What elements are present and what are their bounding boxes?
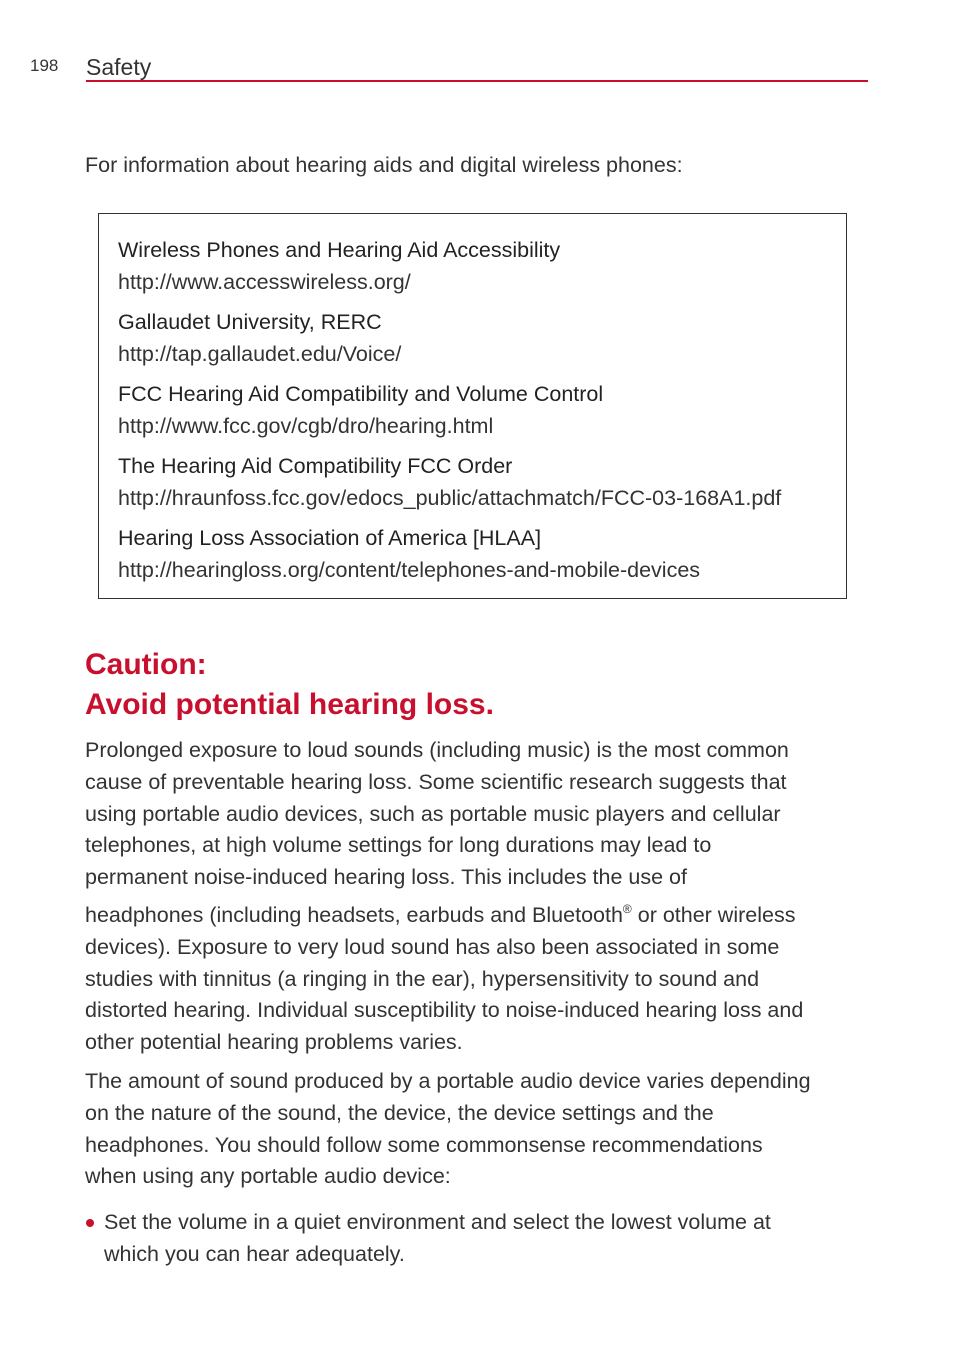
paragraph-line: on the nature of the sound, the device, the device settings and the — [85, 1100, 714, 1125]
paragraph-line: The amount of sound produced by a portable audio device varies depending — [85, 1069, 811, 1093]
resource-url[interactable]: http://hearingloss.org/content/telephones-and-mobile-devices — [118, 558, 701, 582]
resource-box — [98, 213, 847, 599]
resource-item — [118, 522, 846, 586]
paragraph-line: Prolonged exposure to loud sounds (including music) is the most common — [85, 738, 789, 762]
list-item-line: Set the volume in a quiet environment and select the lowest volume at — [104, 1210, 771, 1234]
paragraph-line: other potential hearing problems varies. — [85, 1030, 463, 1055]
paragraph-line: studies with tinnitus (a ringing in the ear), hypersensitivity to sound and — [85, 966, 760, 991]
resource-title: The Hearing Aid Compatibility FCC Order — [118, 454, 513, 478]
resource-title: Wireless Phones and Hearing Aid Accessibility — [118, 238, 561, 262]
paragraph-line: headphones. You should follow some commonsense recommendations — [85, 1132, 763, 1157]
resource-url[interactable]: http://www.accesswireless.org/ — [118, 270, 411, 294]
hearing-loss-paragraph — [85, 735, 875, 1059]
list-item-line: which you can hear adequately. — [104, 1241, 405, 1266]
resource-url[interactable]: http://www.fcc.gov/cgb/dro/hearing.html — [118, 414, 494, 438]
resource-item — [118, 450, 846, 514]
resource-url[interactable]: http://tap.gallaudet.edu/Voice/ — [118, 342, 402, 366]
resource-url[interactable]: http://hraunfoss.fcc.gov/edocs_public/attachmatch/FCC-03-168A1.pdf — [118, 486, 782, 510]
caution-heading — [85, 645, 875, 725]
section-title: Safety — [86, 54, 152, 80]
paragraph-line: when using any portable audio device: — [85, 1164, 451, 1189]
registered-mark: ® — [622, 901, 632, 916]
recommendation-list — [85, 1207, 875, 1271]
resource-title: FCC Hearing Aid Compatibility and Volume Control — [118, 382, 604, 406]
resource-title: Hearing Loss Association of America [HLAA] — [118, 526, 542, 550]
bullet-dot-icon — [86, 1219, 94, 1227]
page-number: 198 — [30, 56, 59, 75]
header-rule — [86, 80, 868, 82]
paragraph-line: distorted hearing. Individual susceptibility to noise-induced hearing loss and — [85, 998, 804, 1023]
resource-title: Gallaudet University, RERC — [118, 310, 382, 334]
paragraph-text: or other wireless — [631, 902, 796, 927]
paragraph-line: cause of preventable hearing loss. Some scientific research suggests that — [85, 769, 787, 794]
paragraph-line: permanent noise-induced hearing loss. This includes the use of — [85, 865, 687, 890]
paragraph-line: devices). Exposure to very loud sound has also been associated in some — [85, 934, 780, 959]
caution-heading-line2: Avoid potential hearing loss. — [85, 688, 494, 721]
list-item — [85, 1207, 875, 1271]
portable-audio-paragraph — [85, 1066, 875, 1193]
paragraph-line: using portable audio devices, such as portable music players and cellular — [85, 801, 781, 826]
resource-item — [118, 306, 846, 370]
paragraph-line: telephones, at high volume settings for long durations may lead to — [85, 833, 712, 858]
paragraph-line — [85, 894, 875, 932]
resource-item — [118, 234, 846, 298]
caution-heading-line1: Caution: — [85, 648, 207, 681]
resource-item — [118, 378, 846, 442]
intro-text: For information about hearing aids and digital wireless phones: — [85, 153, 683, 177]
paragraph-text: headphones (including headsets, earbuds and Bluetooth — [85, 902, 623, 927]
